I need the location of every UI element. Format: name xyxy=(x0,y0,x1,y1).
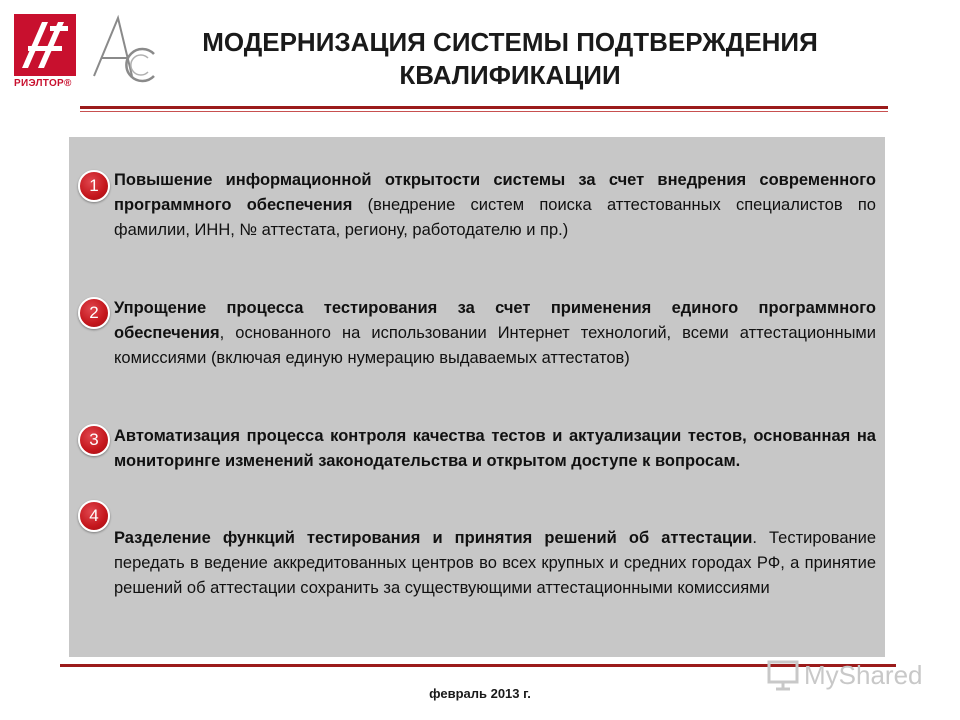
list-item xyxy=(114,296,876,371)
item-number-badge: 3 xyxy=(78,424,110,456)
list-item xyxy=(114,168,876,243)
item-normal-text: . Тестирование передать в ведение аккредитованных центров во всех крупных и средних городах РФ, а принятие решений об аттестации сохранить за существующими аттестационными комиссиями xyxy=(114,529,876,597)
item-number-badge: 1 xyxy=(78,170,110,202)
watermark-text: MyShared xyxy=(804,659,923,690)
footer-date: февраль 2013 г. xyxy=(429,686,531,701)
page-title xyxy=(150,26,870,92)
list-item xyxy=(114,526,876,601)
title-line-2: КВАЛИФИКАЦИИ xyxy=(399,60,621,90)
logo-caption: РИЭЛТОР® xyxy=(14,78,72,89)
item-bold-text: Упрощение процесса тестирования за счет применения единого программного обеспечения xyxy=(114,299,876,342)
item-number-badge: 4 xyxy=(78,500,110,532)
rieltor-logo xyxy=(14,14,76,76)
item-number-badge: 2 xyxy=(78,297,110,329)
list-item xyxy=(114,424,876,474)
top-divider-thin xyxy=(80,111,888,112)
ac-logo xyxy=(88,14,158,84)
item-bold-text: Автоматизация процесса контроля качества тестов и актуализации тестов, основанная на мониторинге изменений законодательства и открытом доступе к вопросам. xyxy=(114,427,876,470)
watermark xyxy=(766,655,923,695)
top-divider xyxy=(80,106,888,109)
title-line-1: МОДЕРНИЗАЦИЯ СИСТЕМЫ ПОДТВЕРЖДЕНИЯ xyxy=(202,27,818,57)
item-normal-text: (внедрение систем поиска аттестованных специалистов по фамилии, ИНН, № аттестата, региону, работодателю и пр.) xyxy=(114,196,876,239)
item-bold-text: Разделение функций тестирования и принятия решений об аттестации xyxy=(114,529,753,547)
item-bold-text: Повышение информационной открытости системы за счет внедрения современного программного обеспечения xyxy=(114,171,876,214)
item-normal-text: , основанного на использовании Интернет технологий, всеми аттестационными комиссиями (включая единую нумерацию выдаваемых аттестатов) xyxy=(114,324,876,367)
presentation-icon xyxy=(766,658,800,692)
